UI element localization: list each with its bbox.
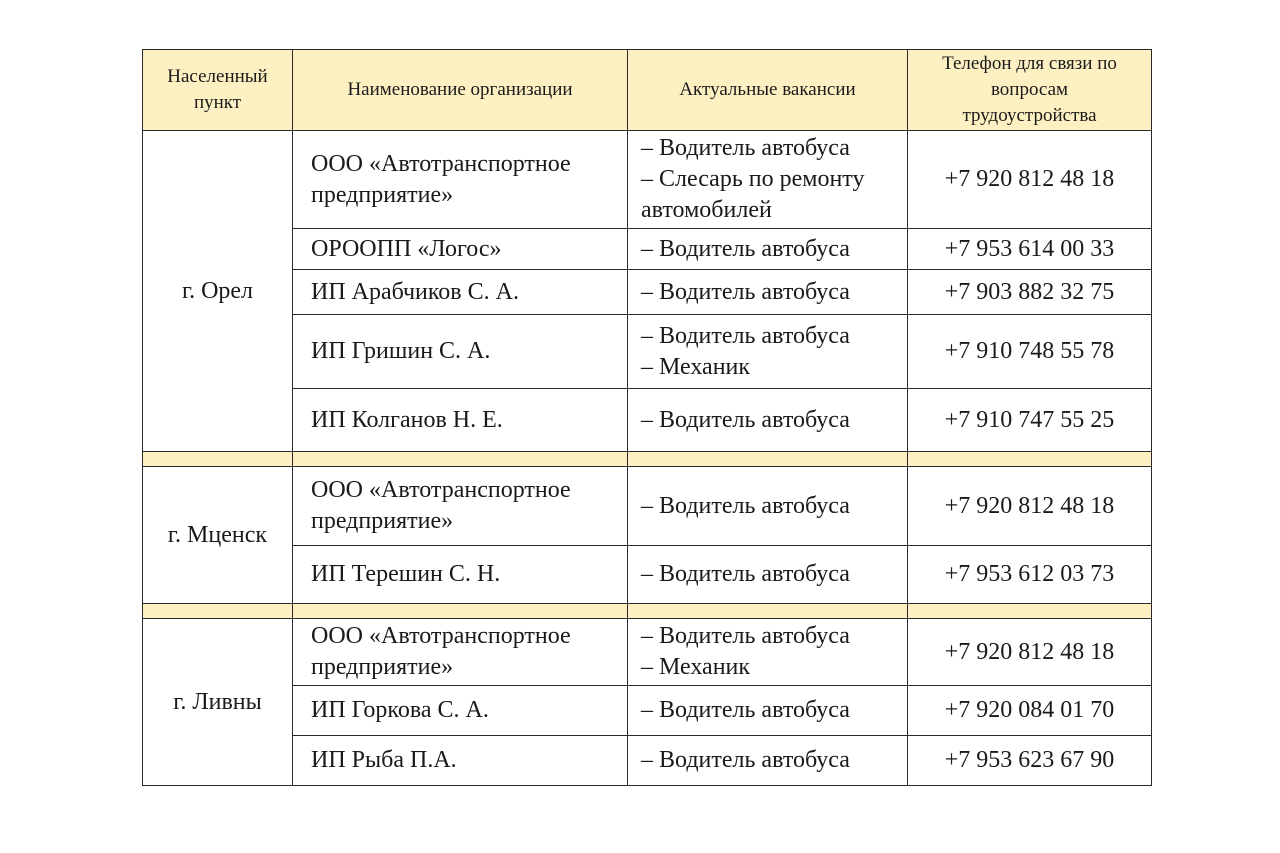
org-cell: ИП Гришин С. А. bbox=[293, 315, 628, 389]
vacancy-item: – Механик bbox=[641, 353, 751, 380]
separator-cell bbox=[628, 604, 908, 619]
org-cell: ИП Горкова С. А. bbox=[293, 686, 628, 736]
separator-cell bbox=[908, 452, 1152, 467]
org-cell: ИП Рыба П.А. bbox=[293, 736, 628, 786]
vacancies-cell bbox=[628, 131, 908, 229]
table-row bbox=[143, 686, 1152, 736]
vacancies-cell bbox=[628, 389, 908, 452]
vacancy-table bbox=[142, 49, 1152, 786]
table-row bbox=[143, 736, 1152, 786]
table-body bbox=[143, 131, 1152, 786]
org-cell: ООО «Автотранспортное предприятие» bbox=[293, 467, 628, 546]
table-row bbox=[143, 619, 1152, 686]
table-row bbox=[143, 389, 1152, 452]
vacancy-item: – Водитель автобуса bbox=[641, 623, 850, 649]
vacancy-item: – Водитель автобуса bbox=[641, 492, 850, 519]
vacancies-cell bbox=[628, 686, 908, 736]
group-separator bbox=[143, 452, 1152, 467]
vacancy-item: – Водитель автобуса bbox=[641, 135, 850, 161]
vacancy-item: – Слесарь по ремонту автомобилей bbox=[641, 166, 865, 223]
org-cell: ИП Терешин С. Н. bbox=[293, 546, 628, 604]
vacancy-item: – Водитель автобуса bbox=[641, 747, 850, 773]
table-header-row bbox=[143, 50, 1152, 131]
phone-cell: +7 953 623 67 90 bbox=[908, 736, 1152, 786]
vacancies-cell bbox=[628, 229, 908, 270]
phone-cell: +7 920 812 48 18 bbox=[908, 131, 1152, 229]
table-row bbox=[143, 131, 1152, 229]
header-city: Населенный пункт bbox=[143, 50, 293, 131]
vacancies-cell bbox=[628, 270, 908, 315]
phone-cell: +7 903 882 32 75 bbox=[908, 270, 1152, 315]
phone-cell: +7 910 747 55 25 bbox=[908, 389, 1152, 452]
org-cell: ООО «Автотранспортное предприятие» bbox=[293, 131, 628, 229]
vacancies-cell bbox=[628, 619, 908, 686]
vacancy-item: – Механик bbox=[641, 654, 751, 680]
vacancies-cell bbox=[628, 736, 908, 786]
separator-cell bbox=[908, 604, 1152, 619]
org-cell: ООО «Автотранспортное предприятие» bbox=[293, 619, 628, 686]
separator-cell bbox=[143, 604, 293, 619]
phone-cell: +7 920 084 01 70 bbox=[908, 686, 1152, 736]
vacancies-cell bbox=[628, 315, 908, 389]
vacancy-item: – Водитель автобуса bbox=[641, 697, 850, 723]
table-row bbox=[143, 467, 1152, 546]
header-phone: Телефон для связи по вопросам трудоустройства bbox=[908, 50, 1152, 131]
separator-cell bbox=[293, 452, 628, 467]
vacancies-cell bbox=[628, 546, 908, 604]
vacancy-item: – Водитель автобуса bbox=[641, 235, 850, 262]
vacancy-item: – Водитель автобуса bbox=[641, 561, 850, 587]
phone-cell: +7 920 812 48 18 bbox=[908, 619, 1152, 686]
phone-cell: +7 910 748 55 78 bbox=[908, 315, 1152, 389]
org-cell: ИП Колганов Н. Е. bbox=[293, 389, 628, 452]
org-cell: ОРООПП «Логос» bbox=[293, 229, 628, 270]
table-row bbox=[143, 546, 1152, 604]
vacancies-cell bbox=[628, 467, 908, 546]
city-cell: г. Орел bbox=[143, 131, 293, 452]
vacancy-item: – Водитель автобуса bbox=[641, 278, 850, 305]
vacancy-item: – Водитель автобуса bbox=[641, 406, 850, 433]
separator-cell bbox=[628, 452, 908, 467]
group-separator bbox=[143, 604, 1152, 619]
org-cell: ИП Арабчиков С. А. bbox=[293, 270, 628, 315]
header-org: Наименование организации bbox=[293, 50, 628, 131]
phone-cell: +7 953 612 03 73 bbox=[908, 546, 1152, 604]
phone-cell: +7 953 614 00 33 bbox=[908, 229, 1152, 270]
header-vacancies: Актуальные вакансии bbox=[628, 50, 908, 131]
city-cell: г. Ливны bbox=[143, 619, 293, 786]
phone-cell: +7 920 812 48 18 bbox=[908, 467, 1152, 546]
separator-cell bbox=[143, 452, 293, 467]
table-row bbox=[143, 270, 1152, 315]
table-row bbox=[143, 229, 1152, 270]
separator-cell bbox=[293, 604, 628, 619]
city-cell: г. Мценск bbox=[143, 467, 293, 604]
table-row bbox=[143, 315, 1152, 389]
vacancy-item: – Водитель автобуса bbox=[641, 322, 850, 349]
